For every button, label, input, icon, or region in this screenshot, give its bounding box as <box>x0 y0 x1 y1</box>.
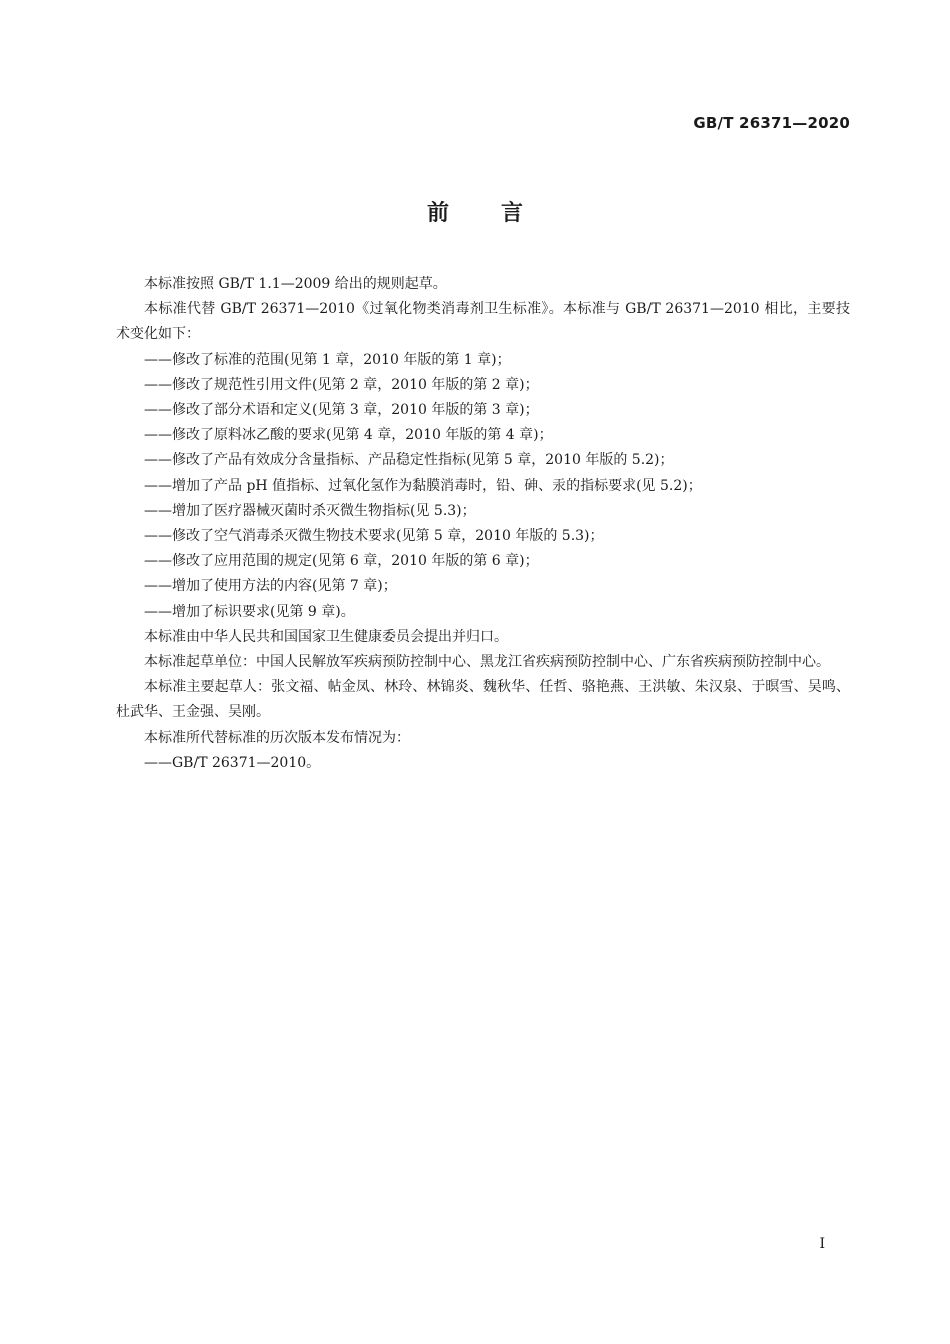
paragraph-drafting-units: 本标准起草单位：中国人民解放军疾病预防控制中心、黑龙江省疾病预防控制中心、广东省疾病预防控制中心。 <box>144 654 830 671</box>
change-item: ——增加了产品 pH 值指标、过氧化氢作为黏膜消毒时，铅、砷、汞的指标要求(见 5.2)； <box>144 477 702 494</box>
change-item: ——修改了部分术语和定义(见第 3 章，2010 年版的第 3 章)； <box>144 402 539 419</box>
page-title: 前言 <box>426 201 575 226</box>
paragraph-replacement: 本标准代替 GB/T 26371—2010《过氧化物类消毒剂卫生标准》。本标准与 GB/T 26371—2010 相比，主要技术变化如下： <box>116 301 850 343</box>
paragraph-history-intro: 本标准所代替标准的历次版本发布情况为： <box>144 729 410 746</box>
foreword-body <box>116 272 850 776</box>
change-item: ——增加了医疗器械灭菌时杀灭微生物指标(见 5.3)； <box>144 502 476 519</box>
paragraph-drafters: 本标准主要起草人：张文福、帖金凤、林玲、林锦炎、魏秋华、任哲、骆艳燕、王洪敏、朱汉泉、于暝雪、吴鸣、杜武华、王金强、吴刚。 <box>116 679 850 721</box>
change-item: ——修改了原料冰乙酸的要求(见第 4 章，2010 年版的第 4 章)； <box>144 427 553 444</box>
history-item: ——GB/T 26371—2010。 <box>144 754 321 771</box>
change-item: ——修改了标准的范围(见第 1 章，2010 年版的第 1 章)； <box>144 351 511 368</box>
change-item: ——修改了空气消毒杀灭微生物技术要求(见第 5 章，2010 年版的 5.3)； <box>144 528 604 545</box>
standard-code: GB/T 26371—2020 <box>693 114 850 132</box>
paragraph-drafting-rules: 本标准按照 GB/T 1.1—2009 给出的规则起草。 <box>144 276 447 292</box>
paragraph-proposer: 本标准由中华人民共和国国家卫生健康委员会提出并归口。 <box>144 628 508 645</box>
change-item: ——修改了规范性引用文件(见第 2 章，2010 年版的第 2 章)； <box>144 376 539 393</box>
change-item: ——增加了使用方法的内容(见第 7 章)； <box>144 578 397 595</box>
change-item: ——增加了标识要求(见第 9 章)。 <box>144 603 355 620</box>
change-item: ——修改了产品有效成分含量指标、产品稳定性指标(见第 5 章，2010 年版的 5.2)； <box>144 452 674 469</box>
change-item: ——修改了应用范围的规定(见第 6 章，2010 年版的第 6 章)； <box>144 553 539 570</box>
page-number: I <box>819 1236 825 1252</box>
